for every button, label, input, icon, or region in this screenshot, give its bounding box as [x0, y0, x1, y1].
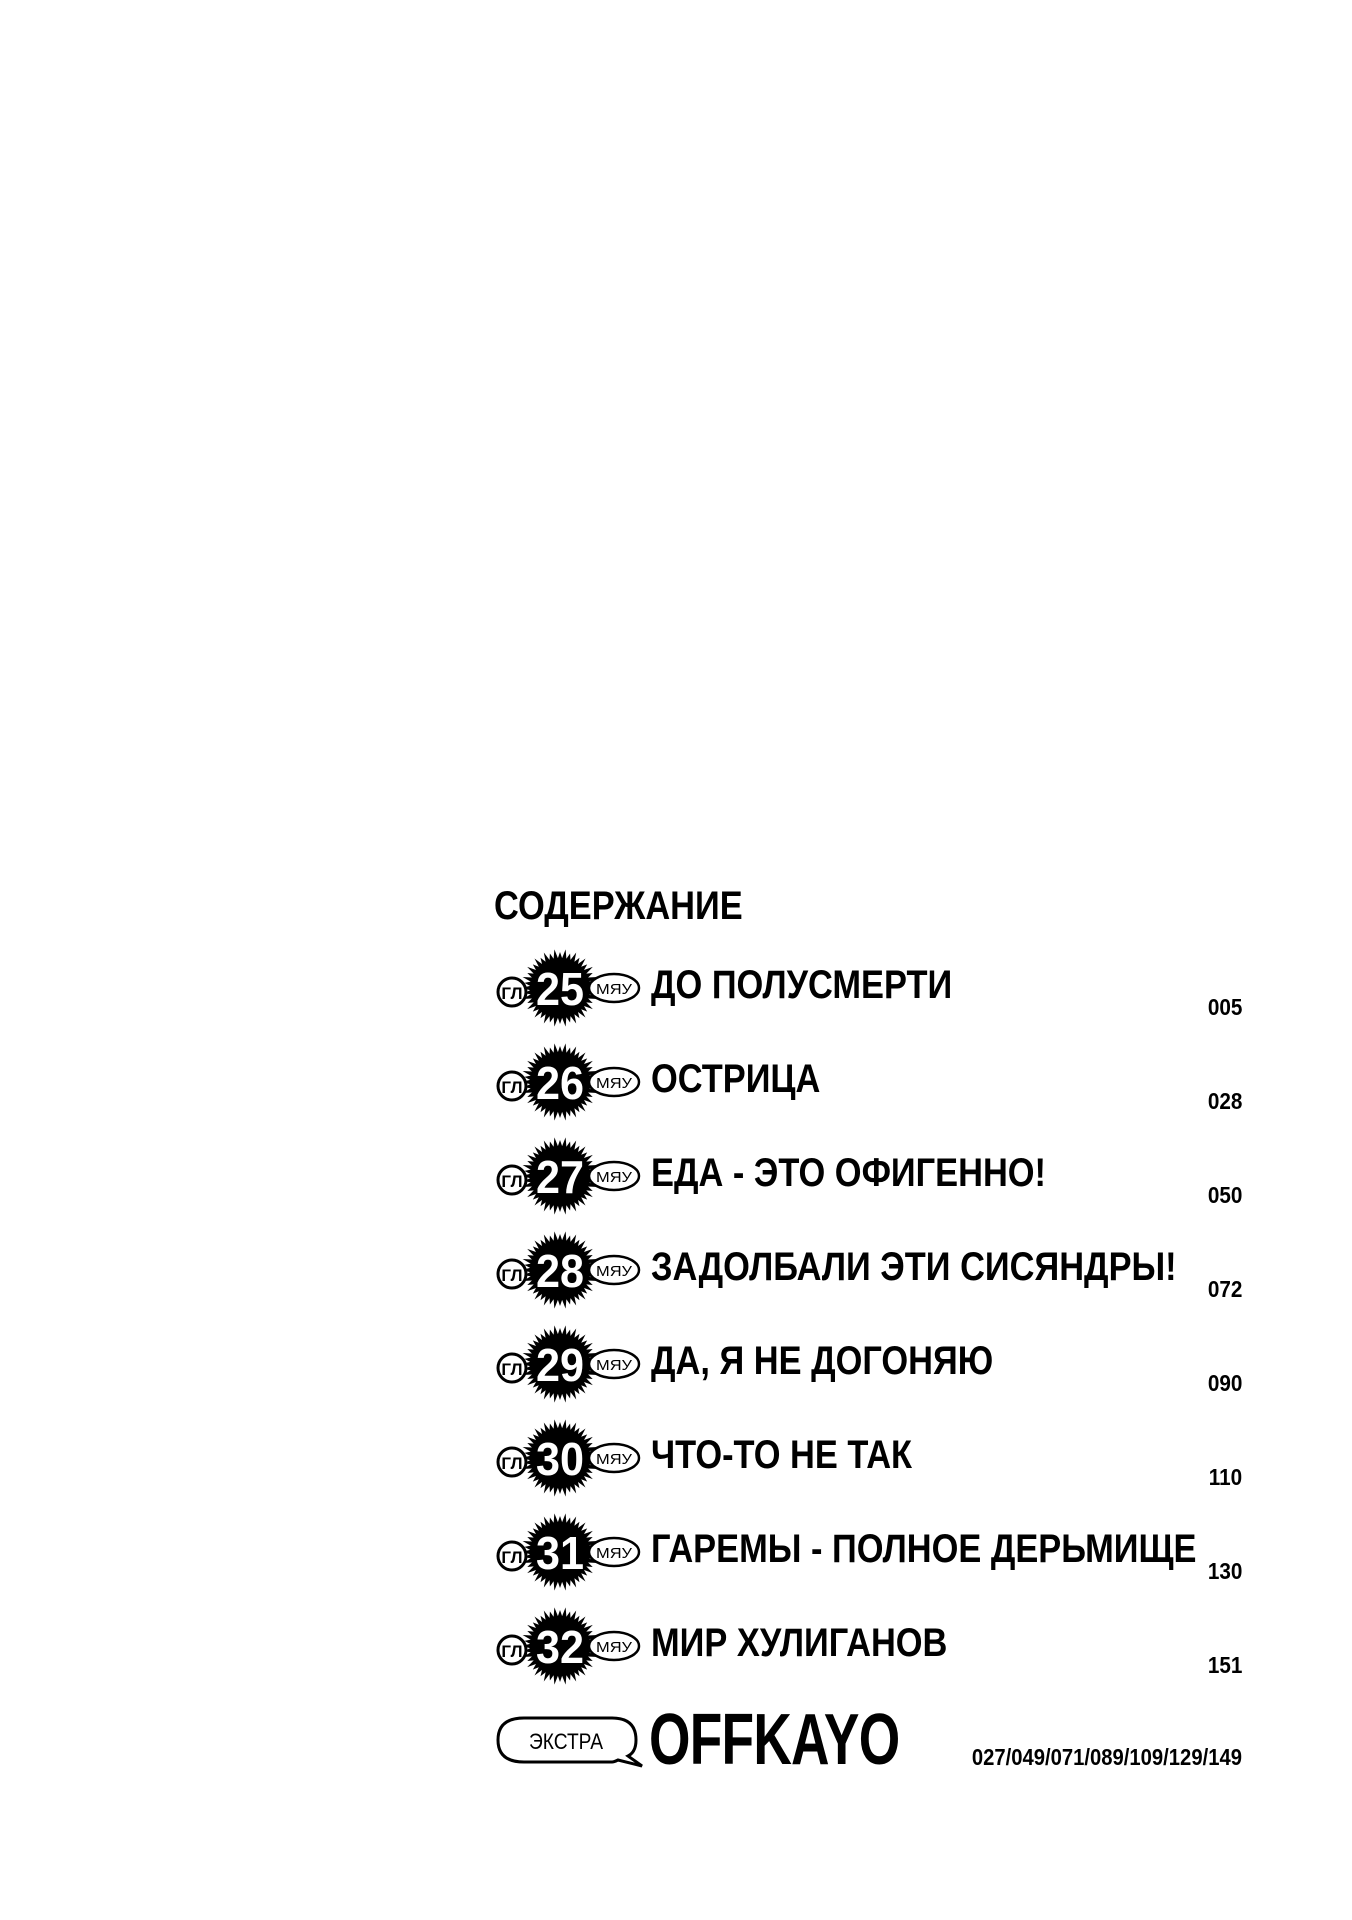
badge-suffix: МЯУ — [596, 1451, 633, 1468]
chapter-page-number: 090 — [1207, 1370, 1242, 1396]
chapter-title: ЗАДОЛБАЛИ ЭТИ СИСЯНДРЫ! — [651, 1245, 1177, 1289]
badge-suffix: МЯУ — [596, 1357, 633, 1374]
chapter-page-number: 005 — [1207, 994, 1242, 1020]
chapter-number: 32 — [536, 1621, 584, 1673]
chapter-badge — [494, 1512, 644, 1592]
extra-speech-bubble — [494, 1714, 644, 1770]
chapter-number: 27 — [536, 1151, 584, 1203]
chapter-page-number: 110 — [1208, 1464, 1242, 1490]
extra-entry[interactable] — [494, 1700, 1242, 1790]
chapter-row[interactable] — [494, 948, 1242, 1042]
chapter-title: ОСТРИЦА — [651, 1057, 821, 1101]
chapter-row[interactable] — [494, 1324, 1242, 1418]
chapter-row[interactable] — [494, 1042, 1242, 1136]
chapter-number: 26 — [536, 1057, 584, 1109]
chapter-number: 29 — [536, 1339, 584, 1391]
badge-prefix: ГЛ — [501, 1548, 523, 1567]
badge-suffix: МЯУ — [596, 1075, 633, 1092]
chapter-number: 25 — [536, 963, 584, 1015]
badge-prefix: ГЛ — [501, 1172, 523, 1191]
chapter-title: ЧТО-ТО НЕ ТАК — [651, 1433, 913, 1477]
toc-title: СОДЕРЖАНИЕ — [494, 884, 743, 928]
chapter-number: 30 — [536, 1433, 584, 1485]
chapter-page-number: 151 — [1207, 1652, 1242, 1678]
badge-prefix: ГЛ — [501, 1078, 523, 1097]
badge-suffix: МЯУ — [596, 1263, 633, 1280]
chapter-badge — [494, 948, 644, 1028]
chapter-title: ДО ПОЛУСМЕРТИ — [651, 963, 953, 1007]
chapter-row[interactable] — [494, 1418, 1242, 1512]
table-of-contents — [494, 880, 1242, 1790]
extra-label: ЭКСТРА — [529, 1729, 604, 1754]
chapter-badge — [494, 1324, 644, 1404]
badge-suffix: МЯУ — [596, 981, 633, 998]
chapter-title: МИР ХУЛИГАНОВ — [651, 1621, 948, 1665]
badge-prefix: ГЛ — [501, 1266, 523, 1285]
chapter-page-number: 050 — [1207, 1182, 1242, 1208]
chapter-badge — [494, 1136, 644, 1216]
chapter-title: ГАРЕМЫ - ПОЛНОЕ ДЕРЬМИЩЕ — [651, 1527, 1197, 1571]
chapter-row[interactable] — [494, 1606, 1242, 1700]
extra-title: OFFKAYO — [649, 1700, 900, 1780]
chapter-row[interactable] — [494, 1136, 1242, 1230]
extra-page-numbers: 027/049/071/089/109/129/149 — [971, 1744, 1242, 1770]
chapter-number: 28 — [536, 1245, 584, 1297]
chapter-badge — [494, 1230, 644, 1310]
chapter-page-number: 072 — [1207, 1276, 1242, 1302]
badge-prefix: ГЛ — [501, 1360, 523, 1379]
badge-prefix: ГЛ — [501, 984, 523, 1003]
chapter-badge — [494, 1042, 644, 1122]
chapter-list — [494, 948, 1242, 1700]
badge-suffix: МЯУ — [596, 1169, 633, 1186]
chapter-title: ЕДА - ЭТО ОФИГЕННО! — [651, 1151, 1046, 1195]
chapter-row[interactable] — [494, 1230, 1242, 1324]
chapter-title: ДА, Я НЕ ДОГОНЯЮ — [651, 1339, 994, 1383]
badge-suffix: МЯУ — [596, 1639, 633, 1656]
badge-suffix: МЯУ — [596, 1545, 633, 1562]
badge-prefix: ГЛ — [501, 1642, 523, 1661]
chapter-row[interactable] — [494, 1512, 1242, 1606]
chapter-badge — [494, 1418, 644, 1498]
chapter-page-number: 130 — [1207, 1558, 1242, 1584]
chapter-badge — [494, 1606, 644, 1686]
badge-prefix: ГЛ — [501, 1454, 523, 1473]
chapter-number: 31 — [536, 1527, 584, 1579]
chapter-page-number: 028 — [1207, 1088, 1242, 1114]
